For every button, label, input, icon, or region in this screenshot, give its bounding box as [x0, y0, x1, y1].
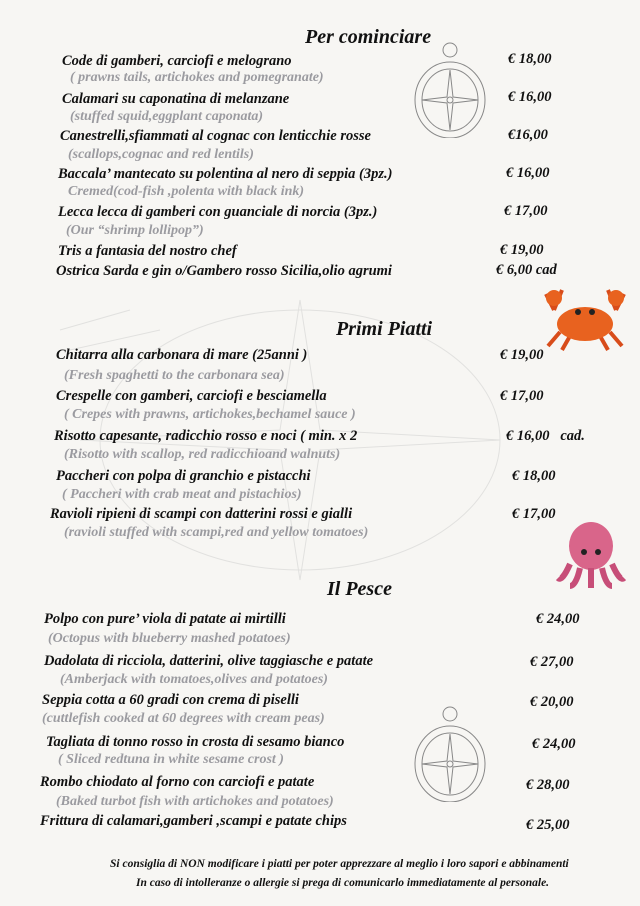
item-price: € 18,00	[512, 468, 556, 484]
item-desc: ( Sliced redtuna in white sesame crost )	[58, 752, 284, 767]
item-price: € 16,00	[506, 165, 550, 181]
item-name: Tagliata di tonno rosso in crosta di sesamo bianco	[46, 734, 345, 750]
item-price: € 27,00	[530, 654, 574, 670]
item-name: Chitarra alla carbonara di mare (25anni )	[56, 347, 308, 363]
item-price: € 16,00 cad.	[506, 428, 585, 444]
item-name: Code di gamberi, carciofi e melograno	[62, 53, 292, 69]
item-name: Tris a fantasia del nostro chef	[58, 243, 237, 259]
item-price: € 24,00	[532, 736, 576, 752]
item-desc: (Baked turbot fish with artichokes and potatoes)	[56, 794, 334, 809]
item-name: Crespelle con gamberi, carciofi e besciamella	[56, 388, 327, 404]
compass-icon	[410, 702, 490, 802]
item-desc: ( prawns tails, artichokes and pomegranate)	[70, 70, 324, 85]
item-price: € 20,00	[530, 694, 574, 710]
item-name: Risotto capesante, radicchio rosso e noci ( min. x 2	[54, 428, 358, 444]
item-price: € 16,00	[508, 89, 552, 105]
section-title: Per cominciare	[305, 26, 432, 48]
item-price: € 18,00	[508, 51, 552, 67]
item-desc: (scallops,cognac and red lentils)	[68, 147, 254, 162]
item-price: €16,00	[508, 127, 548, 143]
item-name: Paccheri con polpa di granchio e pistacchi	[56, 468, 311, 484]
item-price: € 25,00	[526, 817, 570, 833]
item-name: Calamari su caponatina di melanzane	[62, 91, 290, 107]
item-name: Ravioli ripieni di scampi con datterini rossi e gialli	[50, 506, 353, 522]
item-name: Canestrelli,sfiammati al cognac con lenticchie rosse	[60, 128, 371, 144]
item-price: € 28,00	[526, 777, 570, 793]
octopus-icon	[556, 520, 626, 590]
item-desc: Cremed(cod-fish ,polenta with black ink)	[68, 184, 305, 199]
item-price: € 24,00	[536, 611, 580, 627]
item-name: Seppia cotta a 60 gradi con crema di piselli	[42, 692, 299, 708]
item-price: € 17,00	[512, 506, 556, 522]
item-desc: ( Paccheri with crab meat and pistachios)	[62, 487, 302, 502]
item-desc: (Octopus with blueberry mashed potatoes)	[48, 631, 291, 646]
item-price: € 17,00	[500, 388, 544, 404]
crab-icon	[542, 280, 628, 352]
item-desc: ( Crepes with prawns, artichokes,bechamel sauce )	[64, 407, 356, 422]
item-name: Frittura di calamari,gamberi ,scampi e patate chips	[40, 813, 347, 829]
item-desc: (ravioli stuffed with scampi,red and yellow tomatoes)	[64, 525, 369, 540]
item-price: € 19,00	[500, 242, 544, 258]
compass-icon	[410, 38, 490, 138]
footer-allergy-note: In caso di intolleranze o allergie si prega di comunicarlo immediatamente al personale.	[136, 877, 550, 889]
section-title: Primi Piatti	[336, 318, 433, 340]
item-price: € 17,00	[504, 203, 548, 219]
footer-note: Si consiglia di NON modificare i piatti per poter apprezzare al meglio i loro sapori e abbinamenti	[110, 858, 569, 870]
item-name: Dadolata di ricciola, datterini, olive taggiasche e patate	[44, 653, 374, 669]
section-title: Il Pesce	[327, 578, 392, 600]
item-desc: (Our “shrimp lollipop”)	[66, 223, 204, 238]
item-name: Polpo con pure’ viola di patate ai mirtilli	[44, 611, 286, 627]
item-price: € 19,00	[500, 347, 544, 363]
item-desc: (cuttlefish cooked at 60 degrees with cream peas)	[42, 711, 325, 726]
item-name: Rombo chiodato al forno con carciofi e patate	[40, 774, 315, 790]
item-price: € 6,00 cad	[496, 262, 557, 278]
item-name: Baccala’ mantecato su polentina al nero di seppia (3pz.)	[58, 166, 393, 182]
item-name: Lecca lecca di gamberi con guanciale di norcia (3pz.)	[58, 204, 378, 220]
item-desc: (Amberjack with tomatoes,olives and potatoes)	[60, 672, 328, 687]
item-desc: (stuffed squid,eggplant caponata)	[70, 109, 264, 124]
item-desc: (Risotto with scallop, red radicchioand walnuts)	[64, 447, 341, 462]
item-desc: (Fresh spaghetti to the carbonara sea)	[64, 368, 285, 383]
item-name: Ostrica Sarda e gin o/Gambero rosso Sicilia,olio agrumi	[56, 263, 392, 279]
